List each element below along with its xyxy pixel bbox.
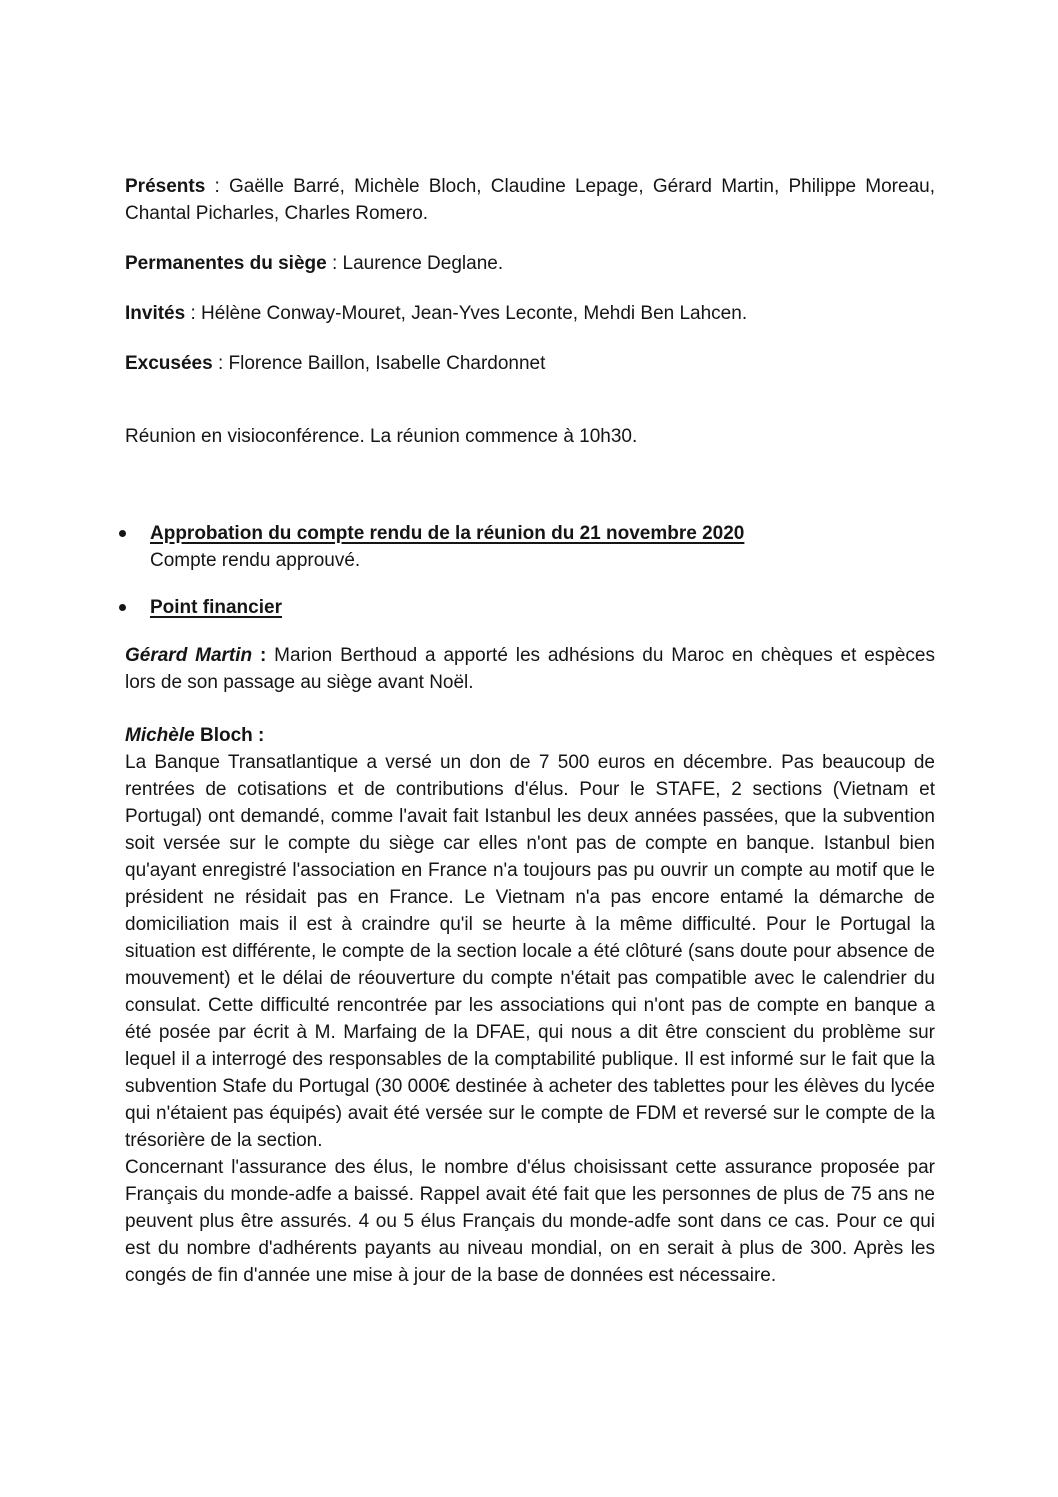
attendance-section <box>125 173 935 377</box>
agenda-item-point-financier <box>125 594 935 621</box>
speaker-text: Marion Berthoud a apporté les adhésions du Maroc en chèques et espèces lors de son passage au siège avant Noël. <box>125 645 936 693</box>
speaker-paragraph-assurance: Concernant l'assurance des élus, le nombre d'élus choisissant cette assurance proposée par Français du monde-adfe a baissé. Rappel avait été fait que les personnes de plus de 75 ans ne peuvent plus être assurés. 4 ou 5 élus Français du monde-adfe sont dans ce cas. Pour ce qui est du nombre d'adhérents payants au niveau mondial, on en serait à plus de 300. Après les congés de fin d'année une mise à jour de la base de données est nécessaire. <box>125 1157 935 1286</box>
speaker-separator: : <box>252 645 275 666</box>
agenda-item-body: Compte rendu approuvé. <box>150 550 361 571</box>
agenda-list <box>125 520 935 621</box>
attendance-label: Présents <box>125 176 206 197</box>
bullet-icon <box>119 604 126 611</box>
bullet-icon <box>119 530 126 537</box>
agenda-item-title: Point financier <box>150 597 282 618</box>
speaker-name-first: Michèle <box>125 725 195 746</box>
attendance-label: Permanentes du siège <box>125 253 327 274</box>
attendance-separator: : <box>185 303 202 324</box>
attendance-line-invites <box>125 300 935 327</box>
speaker-name: Gérard Martin <box>125 645 253 666</box>
agenda-item-approbation <box>125 520 935 574</box>
speaker-name-last: Bloch <box>194 725 253 746</box>
attendance-names: Laurence Deglane. <box>342 253 504 274</box>
attendance-line-permanentes <box>125 250 935 277</box>
speaker-paragraph-finances: La Banque Transatlantique a versé un don de 7 500 euros en décembre. Pas beaucoup de rentrées de cotisations et de contributions d'élus. Pour le STAFE, 2 sections (Vietnam et Portugal) ont demandé, comme l'avait fait Istanbul les deux années passées, que la subvention soit versée sur le compte du siège car elles n'ont pas de compte en banque. Istanbul bien qu'ayant enregistré l'association en France n'a toujours pas pu ouvrir un compte au motif que le président ne résidait pas en France. Le Vietnam n'a pas encore entamé la démarche de domiciliation mais il est à craindre qu'il se heurte à la même difficulté. Pour le Portugal la situation est différente, le compte de la section locale a été clôturé (sans doute pour absence de mouvement) et le délai de réouverture du compte n'était pas compatible avec le calendrier du consulat. Cette difficulté rencontrée par les associations qui n'ont pas de compte en banque a été posée par écrit à M. Marfaing de la DFAE, qui nous a dit être conscient du problème sur lequel il a interrogé des responsables de la comptabilité publique. Il est informé sur le fait que la subvention Stafe du Portugal (30 000€ destinée à acheter des tablettes pour les élèves du lycée qui n'étaient pas équipés) avait été versée sur le compte de FDM et reversé sur le compte de la trésorière de la section. <box>125 752 935 1151</box>
agenda-item-title: Approbation du compte rendu de la réunion du 21 novembre 2020 <box>150 523 745 544</box>
attendance-label: Excusées <box>125 353 213 374</box>
speaker-block-michele-bloch <box>125 722 935 1289</box>
attendance-line-presents <box>125 173 935 227</box>
attendance-names: Hélène Conway-Mouret, Jean-Yves Leconte, Mehdi Ben Lahcen. <box>201 303 748 324</box>
attendance-names: Gaëlle Barré, Michèle Bloch, Claudine Lepage, Gérard Martin, Philippe Moreau, Chantal Picharles, Charles Romero. <box>125 176 935 224</box>
attendance-separator: : <box>212 353 229 374</box>
attendance-line-excusees <box>125 350 935 377</box>
attendance-separator: : <box>205 176 229 197</box>
attendance-names: Florence Baillon, Isabelle Chardonnet <box>228 353 546 374</box>
meeting-note: Réunion en visioconférence. La réunion commence à 10h30. <box>125 426 638 447</box>
attendance-separator: : <box>326 253 343 274</box>
speaker-statement-gerard-martin <box>125 642 935 696</box>
speaker-separator: : <box>252 725 265 746</box>
speaker-heading <box>125 722 935 749</box>
attendance-label: Invités <box>125 303 186 324</box>
